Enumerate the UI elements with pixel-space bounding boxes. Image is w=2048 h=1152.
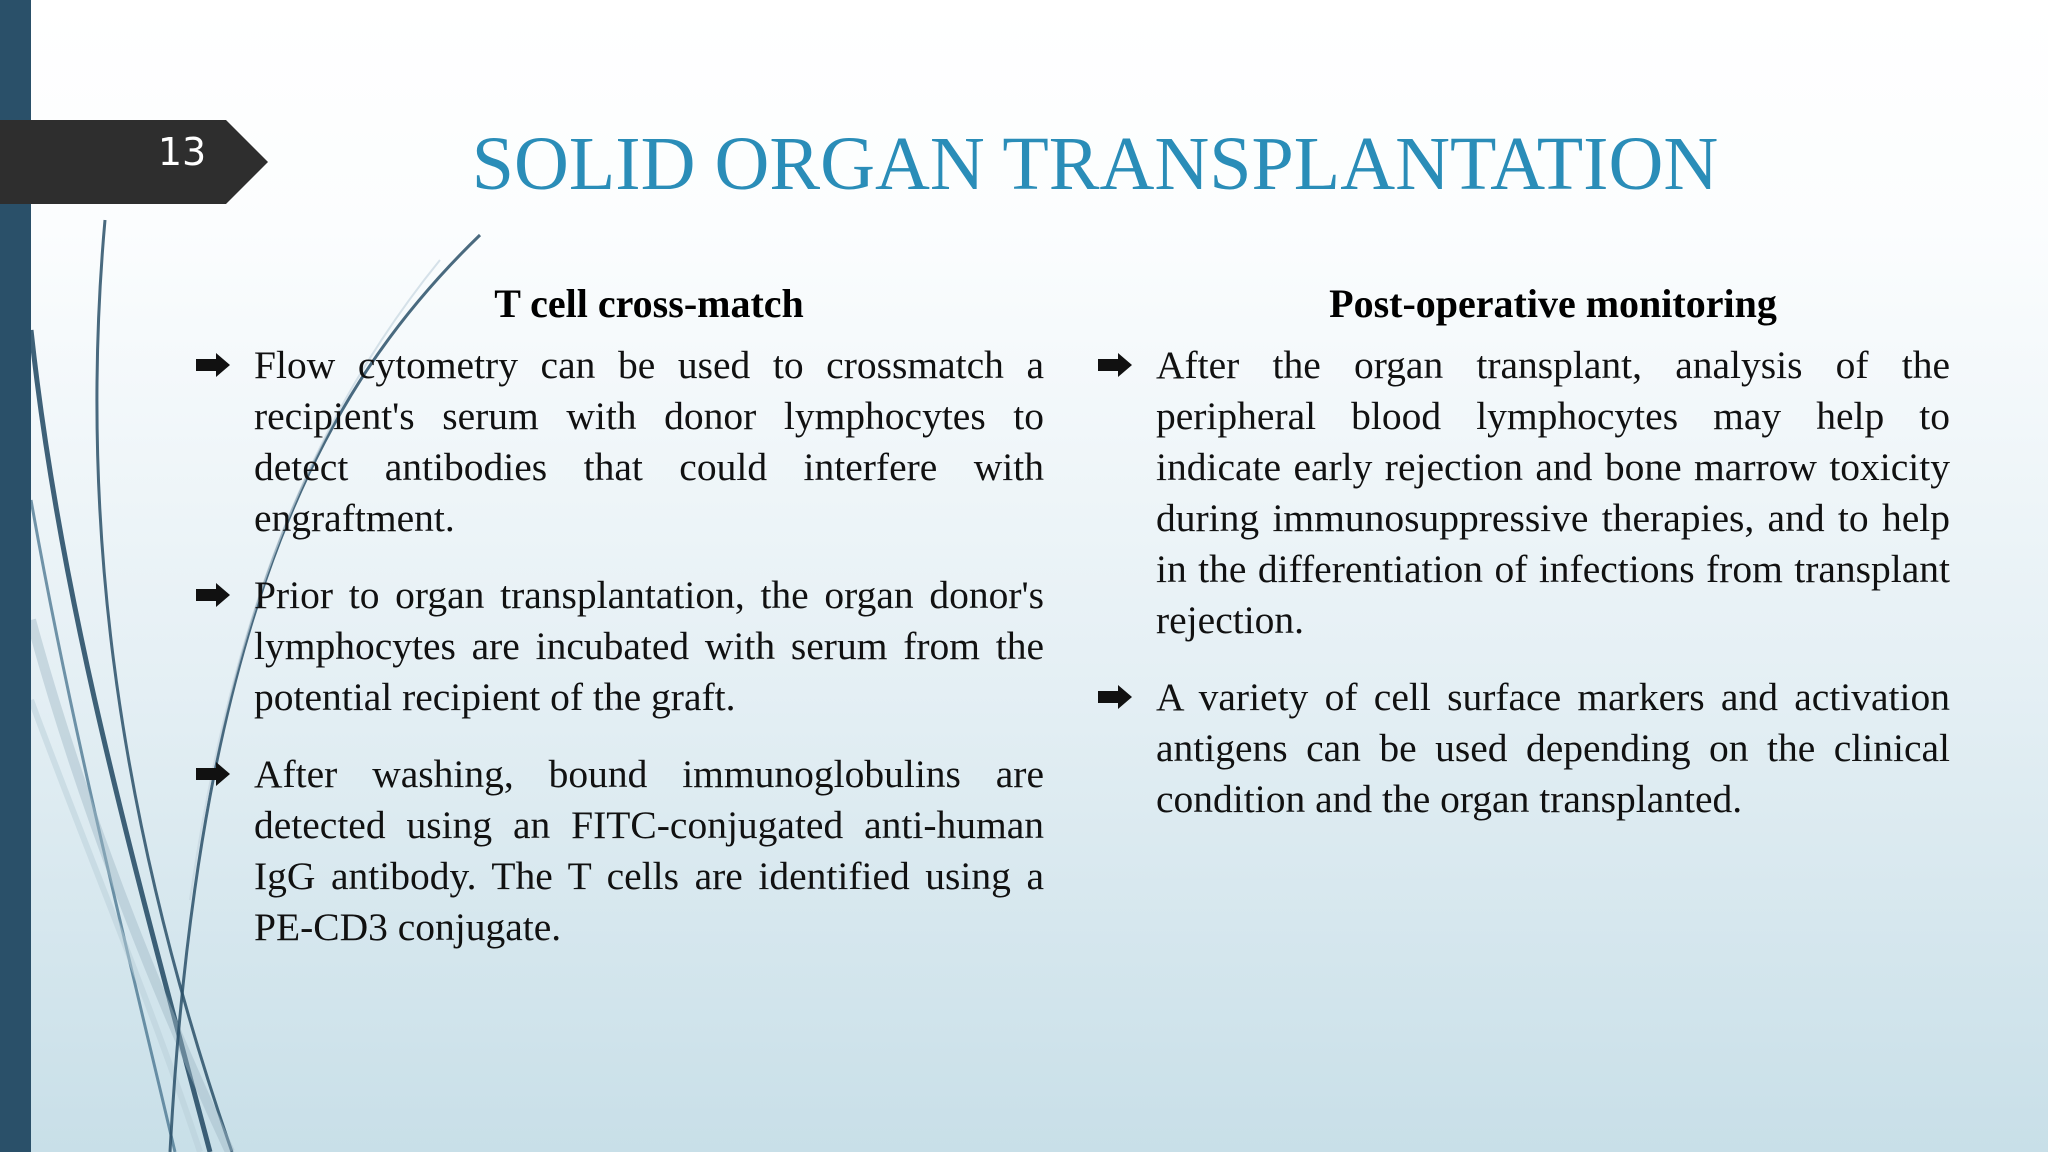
bullet-text: Prior to organ transplantation, the organ donor's lymphocytes are incubated with serum from the potential recipient of the graft.: [254, 573, 1044, 719]
bullet-list: [196, 340, 1044, 953]
slide-title: SOLID ORGAN TRANSPLANTATION: [471, 122, 1719, 206]
left-column: [196, 278, 1044, 979]
list-item: [1098, 672, 1950, 825]
slide-number: 13: [157, 130, 207, 174]
bullet-text: A variety of cell surface markers and activation antigens can be used depending on the clinical condition and the organ transplanted.: [1156, 675, 1950, 821]
bullet-text: Flow cytometry can be used to crossmatch a recipient's serum with donor lymphocytes to detect antibodies that could interfere with engraftment.: [254, 343, 1044, 540]
slide-number-tab: [0, 120, 270, 204]
list-item: [196, 570, 1044, 723]
bullet-text: After the organ transplant, analysis of the peripheral blood lymphocytes may help to indicate early rejection and bone marrow toxicity during immunosuppressive therapies, and to help in the differentiation of infections from transplant rejection.: [1156, 343, 1950, 642]
bullet-text: After washing, bound immunoglobulins are detected using an FITC-conjugated anti-human IgG antibody. The T cells are identified using a PE-CD3 conjugate.: [254, 752, 1044, 949]
arrow-right-icon: [1098, 353, 1132, 377]
list-item: [196, 749, 1044, 953]
column-heading-post-operative-monitoring: Post-operative monitoring: [1329, 281, 1777, 326]
arrow-right-icon: [1098, 685, 1132, 709]
list-item: [196, 340, 1044, 544]
right-column: [1098, 278, 1950, 851]
arrow-right-icon: [196, 583, 230, 607]
arrow-right-icon: [196, 353, 230, 377]
list-item: [1098, 340, 1950, 646]
column-heading-t-cell-cross-match: T cell cross-match: [494, 281, 804, 326]
bullet-list: [1098, 340, 1950, 825]
arrow-right-icon: [196, 762, 230, 786]
